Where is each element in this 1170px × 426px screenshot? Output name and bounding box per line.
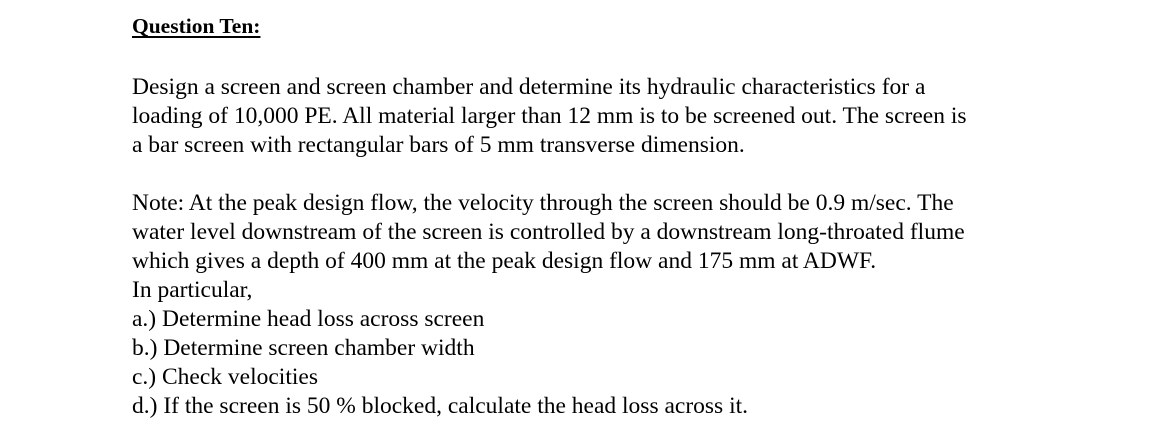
task-a: a.) Determine head loss across screen xyxy=(132,306,485,332)
task-b: b.) Determine screen chamber width xyxy=(132,335,475,361)
paragraph1-line-1: Design a screen and screen chamber and determine its hydraulic characteristics for a xyxy=(132,74,926,100)
paragraph2-line-1: Note: At the peak design flow, the velocity through the screen should be 0.9 m/sec. The xyxy=(132,190,954,216)
paragraph1-line-3: a bar screen with rectangular bars of 5 mm transverse dimension. xyxy=(132,132,745,158)
paragraph2-line-2: water level downstream of the screen is controlled by a downstream long-throated flume xyxy=(132,219,965,245)
paragraph2-line-4: In particular, xyxy=(132,277,253,303)
paragraph1-line-2: loading of 10,000 PE. All material larger than 12 mm is to be screened out. The screen is xyxy=(132,103,967,129)
task-c: c.) Check velocities xyxy=(132,364,318,390)
paragraph2-line-3: which gives a depth of 400 mm at the peak design flow and 175 mm at ADWF. xyxy=(132,248,877,274)
task-d: d.) If the screen is 50 % blocked, calculate the head loss across it. xyxy=(132,393,749,419)
question-title: Question Ten: xyxy=(132,14,261,38)
